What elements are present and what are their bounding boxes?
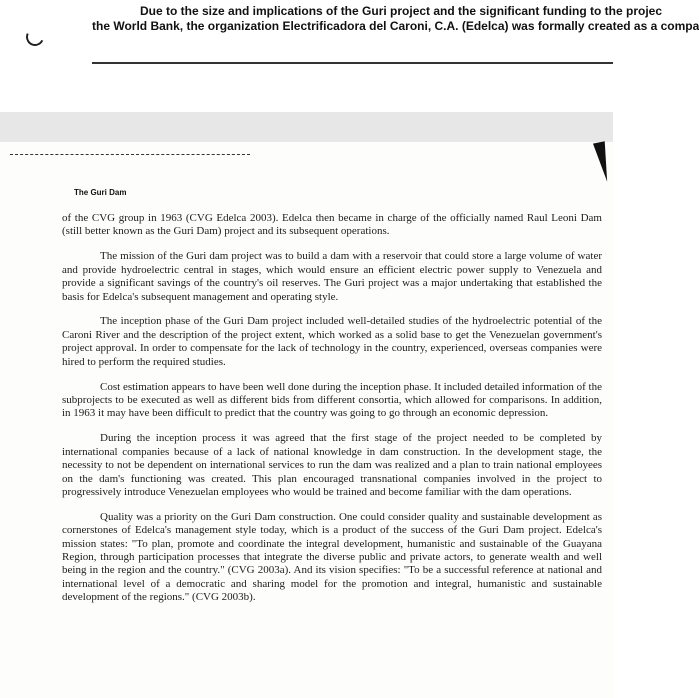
paragraph-quality: Quality was a priority on the Guri Dam construction. One could consider quality and sustainable development as cornerstones of Edelca's management style today, which is a product of the success of the Guri Dam project. Edelca's mission states: "To plan, promote and coordinate the integral development, humanistic and sustainable of the Guayana Region, through participation processes that integrate the diverse public and private actors, to generate wealth and well being in the region and the country." (CVG 2003a). And its vision specifies: "To be a successful reference at national and international level of a democratic and sharing model for the promotion and integral, humanistic and sustainable development of the regions." (CVG 2003b).	[62, 510, 602, 604]
paragraph-inception: The inception phase of the Guri Dam project included well-detailed studies of the hydroelectric potential of the Caroni River and the description of the project extent, which worked as a solid base to get the Venezuelan government's project approval. In order to compensate for the lack of technology in the country, experienced, overseas companies were hired to perform the required studies.	[62, 315, 602, 368]
fragment-line-1: Due to the size and implications of the Guri project and the significant funding to the projec	[140, 4, 663, 18]
paragraph-continuation: of the CVG group in 1963 (CVG Edelca 2003). Edelca then became in charge of the officially named Raul Leoni Dam (still better known as the Guri Dam) project and its subsequent operations.	[62, 212, 602, 238]
previous-page-fragment	[0, 0, 699, 112]
page-top-rule	[10, 154, 250, 156]
body-text	[62, 212, 602, 616]
page-corner-mark	[593, 141, 613, 183]
paragraph-development: During the inception process it was agreed that the first stage of the project needed to be completed by international companies because of a lack of national knowledge in dam construction. In the development stage, the necessity to not be dependent on international services to run the dam was realized and a plan to train national employees on the dam's functioning was created. This plan encouraged transnational companies involved in the project to progressively introduce Venezuelan employees who would be trained and become familiar with the dam operations.	[62, 432, 602, 498]
running-head: The Guri Dam	[74, 188, 127, 197]
loading-spinner-icon	[23, 25, 46, 48]
paragraph-cost-estimation: Cost estimation appears to have been well done during the inception phase. It included detailed information of the subprojects to be executed as well as different bids from different consortia, which allowed for comparisons. In addition, in 1963 it may have been difficult to predict that the country was going to go through an economic depression.	[62, 380, 602, 420]
fragment-line-2: the World Bank, the organization Electrificadora del Caroni, C.A. (Edelca) was formally created as a compa	[92, 19, 699, 33]
page-gap	[0, 112, 613, 142]
fragment-divider	[92, 62, 613, 64]
paragraph-mission: The mission of the Guri dam project was to build a dam with a reservoir that could store a large volume of water and provide hydroelectric central in stages, which would ensure an efficient electric power supply to Venezuela and provide a significant savings of the country's oil reserves. The Guri project was a major undertaking that established the basis for Edelca's subsequent management and operating style.	[62, 250, 602, 303]
document-page	[0, 142, 613, 698]
